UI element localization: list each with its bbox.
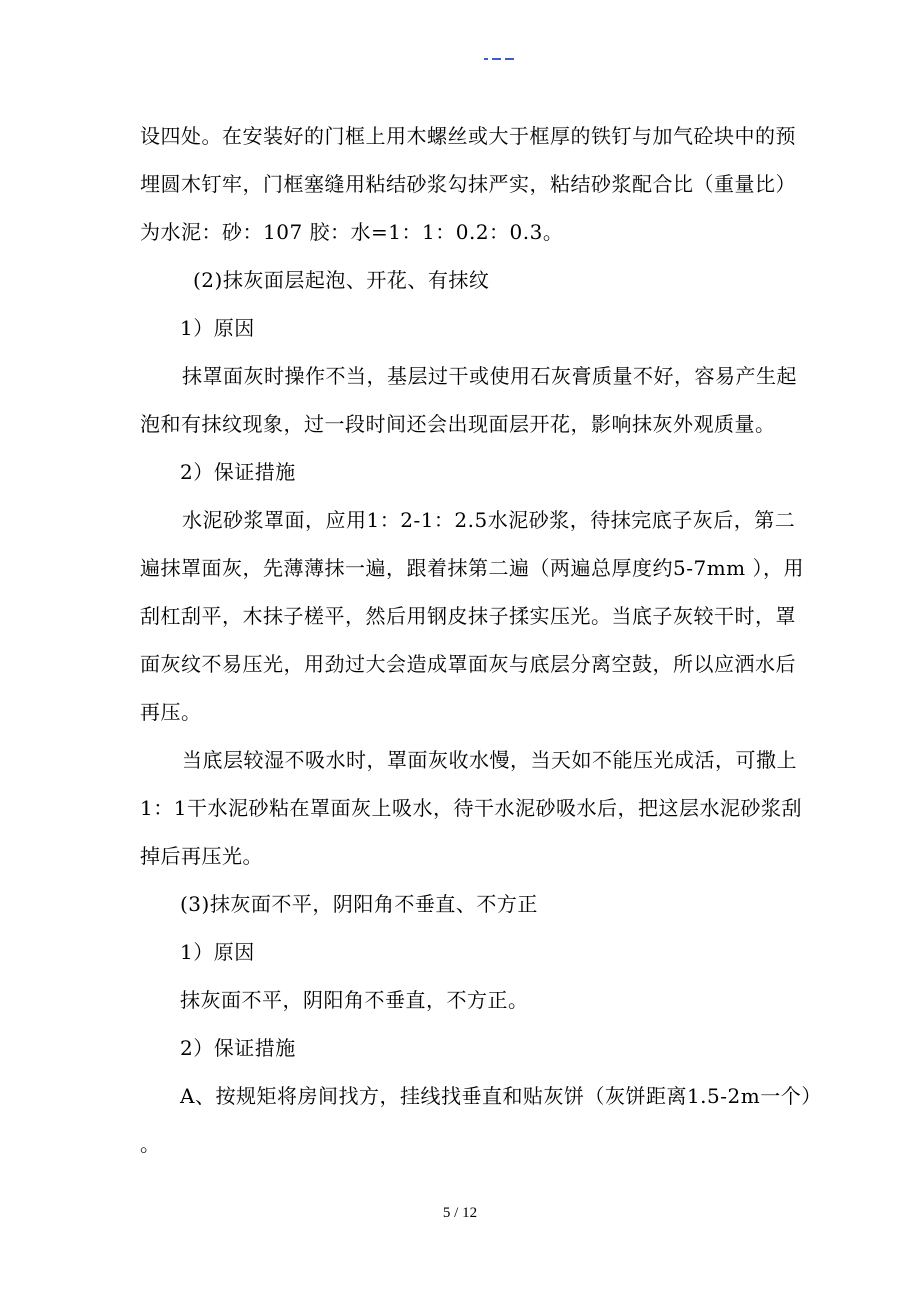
paragraph-line: 1：1干水泥砂粘在罩面灰上吸水，待干水泥砂吸水后，把这层水泥砂浆刮 (140, 796, 802, 820)
header-dash (492, 58, 501, 60)
section-heading: (3)抹灰面不平，阴阳角不垂直、不方正 (180, 892, 538, 916)
paragraph-line: 抹罩面灰时操作不当，基层过干或使用石灰膏质量不好，容易产生起 (182, 364, 797, 388)
paragraph-line: 掉后再压光。 (140, 844, 263, 868)
paragraph-line: 遍抹罩面灰，先薄薄抹一遍，跟着抹第二遍（两遍总厚度约5-7mm ），用 (140, 556, 804, 580)
header-dash (484, 58, 488, 60)
paragraph-line: 面灰纹不易压光，用劲过大会造成罩面灰与底层分离空鼓，所以应洒水后 (140, 652, 796, 676)
paragraph-line: 再压。 (140, 700, 202, 724)
paragraph-line: 埋圆木钉牢，门框塞缝用粘结砂浆勾抹严实，粘结砂浆配合比（重量比） (140, 172, 796, 196)
paragraph-line: 抹灰面不平，阴阳角不垂直，不方正。 (180, 988, 529, 1012)
page-number: 5 / 12 (442, 1205, 478, 1221)
paragraph-line: 设四处。在安装好的门框上用木螺丝或大于框厚的铁钉与加气砼块中的预 (140, 124, 796, 148)
paragraph-line: 刮杠刮平，木抹子槎平，然后用钢皮抹子揉实压光。当底子灰较干时，罩 (140, 604, 796, 628)
paragraph-line: 泡和有抹纹现象，过一段时间还会出现面层开花，影响抹灰外观质量。 (140, 412, 776, 436)
paragraph-line: 水泥砂浆罩面，应用1：2-1：2.5水泥砂浆，待抹完底子灰后，第二 (182, 508, 796, 532)
document-body (140, 112, 822, 1168)
paragraph-line: 为水泥：砂：107 胶：水=1：1：0.2：0.3。 (140, 220, 564, 244)
subheading-measures: 2）保证措施 (180, 460, 296, 484)
subheading-measures: 2）保证措施 (180, 1036, 296, 1060)
header-dash (505, 58, 514, 60)
subheading-cause: 1）原因 (180, 316, 255, 340)
paragraph-line: A、按规矩将房间找方，挂线找垂直和贴灰饼（灰饼距离1.5-2m一个） (180, 1084, 822, 1108)
header-mark (484, 50, 514, 60)
paragraph-line: 。 (140, 1132, 161, 1156)
paragraph-line: 当底层较湿不吸水时，罩面灰收水慢，当天如不能压光成活，可撒上 (182, 748, 797, 772)
section-heading: (2)抹灰面层起泡、开花、有抹纹 (193, 268, 490, 292)
subheading-cause: 1）原因 (180, 940, 255, 964)
